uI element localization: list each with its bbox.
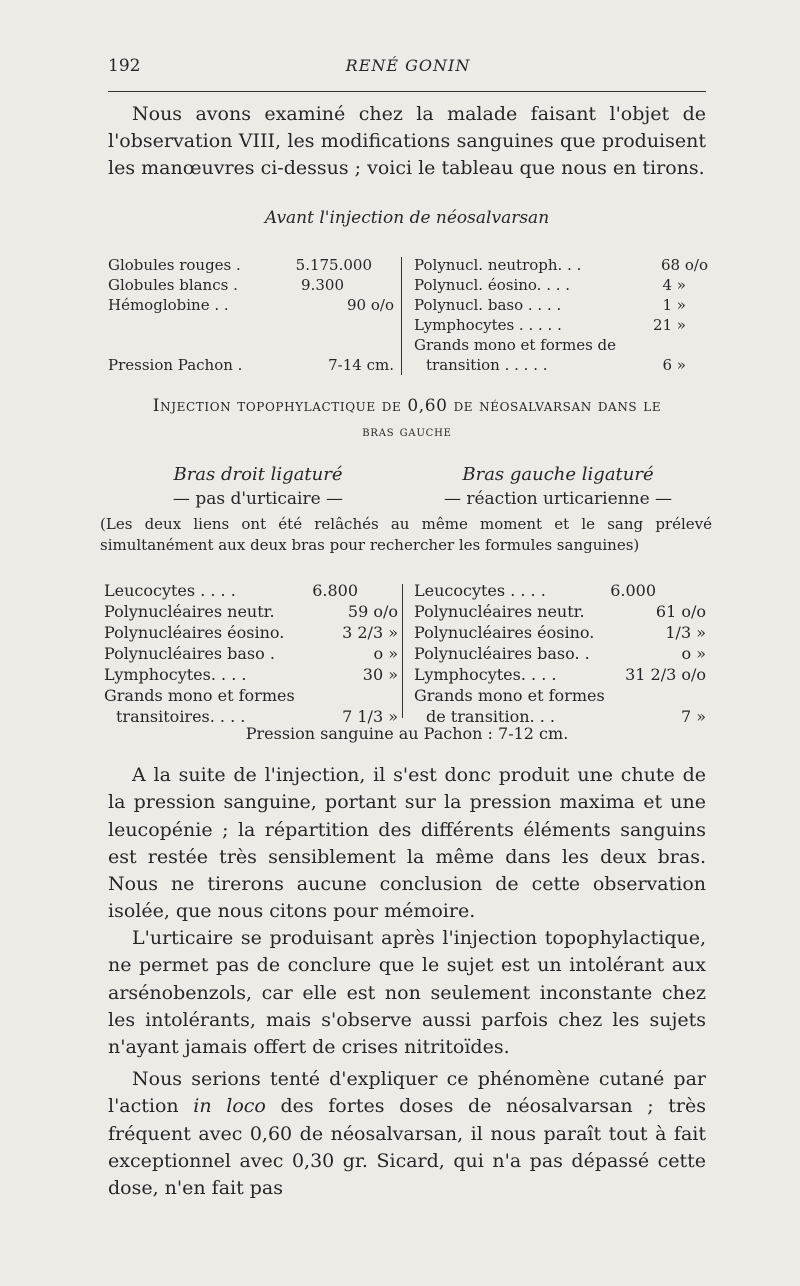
row-label: transitoires. . . .	[116, 707, 246, 726]
table1-right	[414, 255, 708, 375]
paragraph-3-italic: in loco	[193, 1095, 266, 1118]
row-label: Polynucléaires neutr.	[104, 602, 275, 621]
table-row	[414, 255, 708, 275]
row-label: Lymphocytes . . . . .	[414, 316, 562, 334]
row-value: 61 o/o	[655, 602, 706, 621]
row-label: Pression Pachon .	[108, 356, 243, 374]
paragraph-1: A la suite de l'injection, il s'est donc produit une chute de la pression sanguine, portant sur la pression maxima et une leucopénie ; la répartition des différents éléments sanguins est restée très sensiblement la même dans les deux bras. Nous ne tirerons aucune conclusion de cette observation isolée, que nous citons pour mémoire.	[108, 764, 706, 923]
table2-right	[414, 580, 706, 727]
injection-heading-continued: bras gauche	[362, 424, 452, 440]
table-row	[414, 335, 708, 355]
row-value: o »	[681, 644, 706, 663]
row-value: 30 »	[362, 665, 398, 684]
row-value: 1/3 »	[665, 623, 706, 642]
running-title: RENÉ GONIN	[345, 56, 471, 75]
row-label: Leucocytes . . . .	[104, 581, 236, 600]
blood-pressure-line: Pression sanguine au Pachon : 7-12 cm.	[245, 724, 569, 743]
row-value: 6.000	[610, 581, 656, 600]
table-row	[414, 685, 706, 706]
table-row	[414, 355, 708, 375]
table1-title: Avant l'injection de néosalvarsan	[264, 208, 550, 228]
table-row	[414, 664, 706, 685]
left-arm-heading	[408, 464, 708, 509]
row-value: o »	[373, 644, 398, 663]
sampling-note: (Les deux liens ont été relâchés au même moment et le sang prélevé simultanément aux deux bras pour rechercher les formules sanguines)	[100, 515, 712, 554]
row-value: 6.800	[312, 581, 358, 600]
table-row	[414, 601, 706, 622]
row-label: Polynucléaires neutr.	[414, 602, 585, 621]
left-arm-subtitle: — réaction urticarienne —	[443, 489, 673, 509]
table-row	[414, 295, 708, 315]
row-label: Grands mono et formes	[104, 686, 295, 705]
paragraph-3-end: des fortes doses de néosalvarsan ; très fréquent avec 0,60 de néosalvarsan, il nous paraît tout à fait exceptionnel avec 0,30 gr. Sicard, qui n'a pas dépassé cette dose, n'en fait pas	[108, 1095, 706, 1200]
table-row	[108, 355, 394, 375]
row-label: Polynucl. neutroph. . .	[414, 256, 582, 274]
row-value: 31 2/3 o/o	[625, 665, 706, 684]
table-row	[414, 622, 706, 643]
table-row	[104, 580, 398, 601]
row-label: de transition. . .	[426, 707, 555, 726]
table2-divider	[402, 584, 403, 718]
row-label: Lymphocytes. . . .	[104, 665, 247, 684]
row-value: 6 »	[662, 356, 686, 374]
row-label: Polynucléaires baso .	[104, 644, 275, 663]
row-label: Hémoglobine . .	[108, 296, 229, 314]
row-value: 21 »	[652, 316, 686, 334]
left-arm-title: Bras gauche ligaturé	[462, 464, 654, 485]
row-label: Globules rouges .	[108, 256, 241, 274]
table-row	[104, 622, 398, 643]
row-value: 9.300	[301, 276, 344, 294]
table-row	[104, 601, 398, 622]
row-value: 90 o/o	[347, 296, 394, 314]
row-label: Polynucléaires éosino.	[104, 623, 285, 642]
row-label: Polynucl. éosino. . . .	[414, 276, 571, 294]
paragraph-2: L'urticaire se produisant après l'injection topophylactique, ne permet pas de conclure que le sujet est un intolérant aux arsénobenzols, car elle est non seulement inconstante chez les intolérants, mais s'observe aussi parfois chez les sujets n'ayant jamais offert de crises nitritoïdes.	[108, 927, 706, 1059]
paragraph-3-start: Nous serions tenté d'expliquer ce phénomène cutané par l'action	[108, 1068, 706, 1118]
table-row	[108, 275, 394, 295]
row-label: Grands mono et formes	[414, 686, 605, 705]
table1-left	[108, 255, 394, 375]
row-label: Leucocytes . . . .	[414, 581, 546, 600]
row-value: 7 1/3 »	[342, 707, 398, 726]
row-label: Globules blancs .	[108, 276, 238, 294]
paragraph-3	[108, 1066, 706, 1202]
right-arm-heading	[108, 464, 408, 509]
table-row	[414, 275, 708, 295]
table1-divider	[401, 257, 402, 375]
table-row	[414, 580, 706, 601]
table-row	[104, 685, 398, 706]
header-rule	[108, 91, 706, 92]
row-value: 7-14 cm.	[328, 356, 394, 374]
table-row	[104, 664, 398, 685]
page-number: 192	[108, 56, 141, 76]
table-row	[414, 315, 708, 335]
table-row	[104, 643, 398, 664]
right-arm-title: Bras droit ligaturé	[173, 464, 343, 485]
row-value: 59 o/o	[347, 602, 398, 621]
row-value: 1 »	[662, 296, 686, 314]
row-label: Grands mono et formes de	[414, 336, 617, 354]
table-row	[108, 255, 394, 275]
running-header	[108, 56, 708, 82]
row-label: transition . . . . .	[426, 356, 548, 374]
table2-left	[104, 580, 398, 727]
row-value: 5.175.000	[295, 256, 372, 274]
row-value: 4 »	[662, 276, 686, 294]
table-row	[414, 643, 706, 664]
intro-paragraph: Nous avons examiné chez la malade faisant l'objet de l'observation VIII, les modifications sanguines que produisent les manœuvres ci-dessus ; voici le tableau que nous en tirons.	[108, 103, 706, 179]
row-label: Polynucléaires baso. .	[414, 644, 590, 663]
injection-heading: Injection topophylactique de 0,60 de néosalvarsan dans le	[152, 396, 662, 416]
row-value: 7 »	[680, 707, 706, 726]
right-arm-subtitle: — pas d'urticaire —	[172, 489, 344, 509]
row-label: Polynucléaires éosino.	[414, 623, 595, 642]
row-value: 68 o/o	[661, 256, 708, 274]
table-row	[108, 295, 394, 315]
row-label: Lymphocytes. . . .	[414, 665, 557, 684]
row-value: 3 2/3 »	[342, 623, 398, 642]
row-label: Polynucl. baso . . . .	[414, 296, 562, 314]
